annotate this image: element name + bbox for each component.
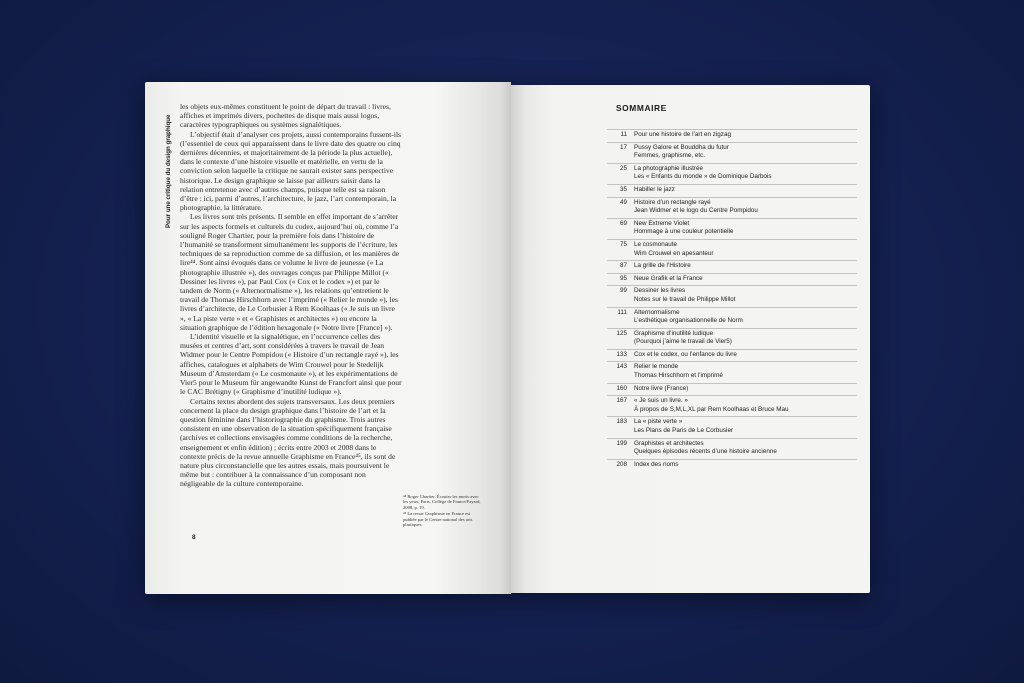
toc-entry [607,383,857,396]
toc-page-number: 160 [616,384,627,392]
toc-page-number: 199 [616,439,627,447]
toc-entry [607,142,857,163]
toc-entry-subtitle: Wim Crouwel en apesanteur [634,249,714,257]
toc-page-number: 111 [617,308,627,316]
toc-entry [607,218,857,239]
toc-entry [607,395,857,416]
toc-page-number: 49 [619,198,627,206]
toc-entry-subtitle: Femmes, graphisme, etc. [634,152,706,160]
toc-titles [634,131,731,140]
toc-page-number: 25 [619,164,627,172]
toc-entry-title: « Je suis un livre. » [634,397,688,405]
toc-page-number: 125 [616,329,627,337]
toc-entry-title: Histoire d’un rectangle rayé [634,198,711,206]
toc-page-number: 69 [619,219,627,227]
toc-titles [634,241,713,258]
toc-titles [634,186,675,195]
toc-page-number: 35 [619,185,627,193]
toc-entry-title: Le cosmonaute [634,240,678,248]
toc-titles [634,199,758,216]
toc-titles [634,309,743,326]
toc-titles [634,144,729,161]
toc-entry-subtitle: (Pourquoi j’aime le travail de Vier5) [634,338,732,346]
toc-entry-subtitle: Thomas Hirschhorn et l’imprimé [634,372,723,380]
toc-titles [634,351,737,360]
toc-entry-title: La grille de l’Histoire [634,262,691,270]
toc-page-number: 183 [616,418,627,426]
toc-titles [634,220,733,237]
toc-titles [634,262,691,271]
toc-entry-title: Graphisme d’inutilité ludique [634,329,714,337]
toc-entry-title: Graphistes et architectes [634,439,704,447]
toc-entry-subtitle: Quelques épisodes récents d’une histoire ancienne [634,448,777,456]
toc-entry-title: Habiller le jazz [634,185,675,193]
toc-entry-title: Cox et le codex, ou l’enfance du livre [634,350,737,358]
footnote: ⁴⁴ Roger Chartier, Écouter les morts avec les yeux, Paris, Collège de France/Fayard, 2008, p. 19. [403,494,481,510]
toc-entry-subtitle: Notes sur le travail de Philippe Millot [634,295,736,303]
toc-titles [634,385,688,394]
toc-entry [607,416,857,437]
toc-entry-title: Pour une histoire de l’art en zigzag [634,131,731,138]
paragraph: Les livres sont très présents. Il semble en effet important de s’arrêter sur les aspects formels et culturels du codex, aujourd’hui où, comme l’a souligné Roger Chartier, pour la première fois dans l’histoire de l’humanité se transforment simultanément les supports de l’écriture, les techniques de sa reproduction comme de sa diffusion, et les manières de lire⁴⁴. Sont ainsi évoqués dans ce volume le livre de jeunesse (« La photographie illustrée »), des ouvrages conçus par Philippe Millot (« Dessiner les livres »), par Paul Cox (« Cox et le codex ») et par le tandem de Norm (« Alternormalisme »), les relations qu’entretient le travail de Thomas Hirschhorn avec l’imprimé (« Relier le monde »), les livres d’architecte, de Le Corbusier à Rem Koolhaas (« Je suis un livre », « La piste verte » et « Graphistes et architectes ») ou encore la situation graphique de l’édition hexagonale (« Notre livre [France] »). [180,212,400,332]
toc-entry [607,328,857,349]
running-head: Pour une critique du design graphique [165,114,172,228]
toc-page-number: 17 [619,143,627,151]
toc-entry [607,184,857,197]
toc-page-number: 208 [616,460,627,468]
toc-entry-title: Notre livre (France) [634,384,689,392]
paragraph: L’objectif était d’analyser ces projets, aussi contemporains fussent-ils (l’essentiel de ceux qui apparaissent dans le livre date des quatre ou cinq dernières décennies, et majoritairement de la période la plus actuelle), dans le contexte d’une histoire visuelle et matérielle, en vertu de la conviction selon laquelle la critique ne saurait exister sans perspective historique. Le design graphique se laisse par ailleurs saisir dans la relation entretenue avec d’autres champs, puisque telle est sa raison d’être : ici, parmi d’autres, l’architecture, le jazz, l’art contemporain, la photographie, la littérature. [180,129,402,213]
toc-entry-title: New Extreme Violet [634,219,690,227]
toc-page-number: 87 [619,262,627,270]
toc-entry-subtitle: Jean Widmer et le logo du Centre Pompidou [634,207,758,215]
footnotes [403,494,483,528]
toc-entry-title: La photographie illustrée [634,164,703,172]
toc-titles [634,165,772,182]
paragraph: les objets eux-mêmes constituent le point de départ du travail : livres, affiches et imprimés divers, pochettes de disque mais aussi logos, caractères typographiques ou systèmes signalétiques. [180,102,391,130]
toc-entry [607,129,857,142]
toc-entry [607,349,857,362]
right-page [511,85,870,593]
toc-page-number: 143 [616,363,627,371]
toc-entry-subtitle: Les Plans de Paris de Le Corbusier [634,427,734,435]
toc-entry-subtitle: Hommage à une couleur potentielle [634,228,734,236]
toc-entry-title: Index des noms [634,460,679,468]
toc-page-number: 133 [616,350,627,358]
toc-entry-title: La « piste verte » [634,418,683,426]
toc-titles [634,440,777,457]
toc-titles [634,287,736,304]
left-page [145,82,511,594]
toc-entry [607,260,857,273]
toc-entry [607,197,857,218]
paragraph: L’identité visuelle et la signalétique, en l’occurrence celles des musées et centres d’art, sont considérées à travers le travail de Jean Widmer pour le Centre Pompidou (« Histoire d’un rectangle rayé »), les affiches, catalogues et alphabets de Wim Crouwel pour le Stedelijk Museum d’Amsterdam (« Le cosmonaute »), et les expérimentations de Vier5 pour le Museum für angewandte Kunst de Francfort ainsi que pour le CAC Brétigny (« Graphisme d’inutilité ludique »). [180,332,402,397]
table-of-contents [607,129,857,471]
toc-entry-subtitle: Les « Enfants du monde » de Dominique Darbois [634,173,772,181]
toc-titles [634,461,678,470]
toc-titles [634,363,723,380]
toc-page-number: 95 [619,274,627,282]
toc-entry [607,239,857,260]
body-text [180,102,402,489]
toc-entry [607,163,857,184]
toc-entry-title: Relier le monde [634,363,679,371]
toc-entry-subtitle: L’esthétique organisationnelle de Norm [634,317,743,325]
toc-entry-subtitle: À propos de S,M,L,XL par Rem Koolhaas et Bruce Mau [634,405,789,413]
toc-entry [607,459,857,472]
toc-page-number: 75 [619,240,627,248]
toc-entry [607,285,857,306]
toc-entry-title: Pussy Galore et Bouddha du futur [634,143,729,151]
toc-titles [634,330,732,347]
toc-title: SOMMAIRE [616,103,667,113]
paragraph: Certains textes abordent des sujets transversaux. Les deux premiers concernent la place du design graphique dans l’histoire de l’art et la question féminine dans l’historiographie du graphisme. Trois autres consistent en une observation de la situation spécifiquement française (archives et collections envisagées comme conditions de la recherche, enseignement et enfin édition) ; écrits entre 2003 et 2008 dans le contexte précis de la revue annuelle Graphisme en France⁴⁵, ils sont de nature plus circonstancielle que les autres essais, mais poursuivent le même but : contribuer à la connaissance d’un composant non négligeable de la culture contemporaine. [180,396,396,489]
toc-titles [634,397,788,414]
toc-entry [607,438,857,459]
toc-page-number: 11 [620,131,627,138]
toc-entry [607,307,857,328]
toc-entry [607,273,857,286]
toc-page-number: 167 [616,397,627,405]
open-book [145,82,870,594]
toc-entry-title: Alternormalisme [634,308,680,316]
toc-titles [634,418,733,435]
toc-entry-title: Dessiner les livres [634,287,686,295]
toc-titles [634,275,703,284]
toc-page-number: 99 [619,287,627,295]
toc-entry-title: Neue Grafik et la France [634,274,703,282]
toc-entry [607,361,857,382]
footnote: ⁴⁵ La revue Graphisme en France est publiée par le Centre national des arts plastiques. [403,511,473,528]
page-number: 8 [192,534,196,541]
